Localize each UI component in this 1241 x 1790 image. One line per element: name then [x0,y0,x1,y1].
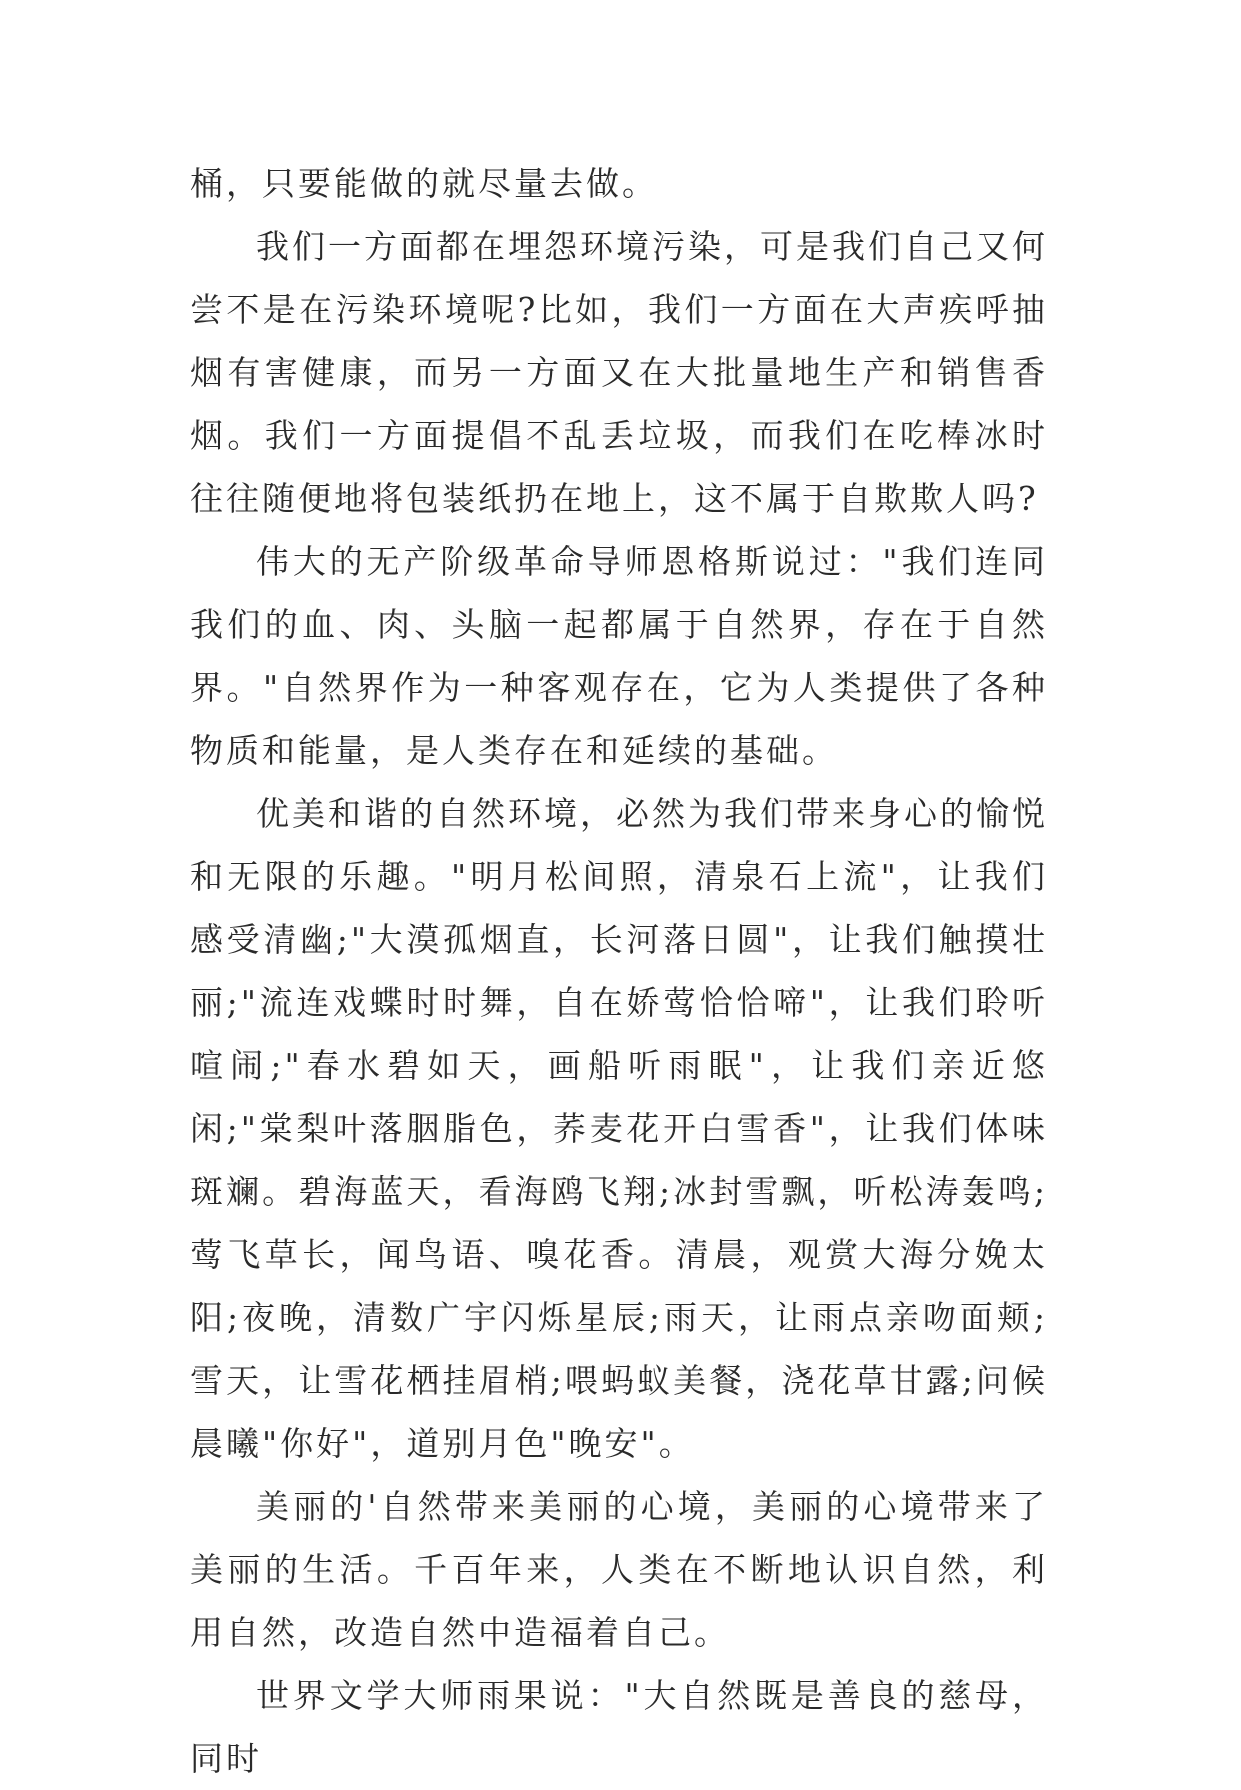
paragraph-beautiful-life: 美丽的'自然带来美丽的心境，美丽的心境带来了美丽的生活。千百年来，人类在不断地认识自然，利用自然，改造自然中造福着自己。 [190,1487,1048,1652]
paragraph-pollution-hypocrisy: 我们一方面都在埋怨环境污染，可是我们自己又何尝不是在污染环境呢?比如，我们一方面在大声疾呼抽烟有害健康，而另一方面又在大批量地生产和销售香烟。我们一方面提倡不乱丢垃圾，而我们在吃棒冰时往往随便地将包装纸扔在地上，这不属于自欺欺人吗? [190,227,1048,518]
paragraph-hugo-quote: 世界文学大师雨果说："大自然既是善良的慈母，同时 [190,1676,1048,1778]
paragraph-natural-beauty: 优美和谐的自然环境，必然为我们带来身心的愉悦和无限的乐趣。"明月松间照，清泉石上流"，让我们感受清幽;"大漠孤烟直，长河落日圆"，让我们触摸壮丽;"流连戏蝶时时舞，自在娇莺恰恰啼"，让我们聆听喧闹;"春水碧如天，画船听雨眠"，让我们亲近悠闲;"棠梨叶落胭脂色，荞麦花开白雪香"，让我们体味斑斓。碧海蓝天，看海鸥飞翔;冰封雪飘，听松涛轰鸣;莺飞草长，闻鸟语、嗅花香。清晨，观赏大海分娩太阳;夜晚，清数广宇闪烁星辰;雨天，让雨点亲吻面颊;雪天，让雪花栖挂眉梢;喂蚂蚁美餐，浇花草甘露;问候晨曦"你好"，道别月色"晚安"。 [190,794,1048,1463]
paragraph-continuation: 桶，只要能做的就尽量去做。 [190,164,658,203]
body-text [190,152,1048,1790]
paragraph-engels-quote: 伟大的无产阶级革命导师恩格斯说过："我们连同我们的血、肉、头脑一起都属于自然界，存在于自然界。"自然界作为一种客观存在，它为人类提供了各种物质和能量，是人类存在和延续的基础。 [190,542,1048,770]
